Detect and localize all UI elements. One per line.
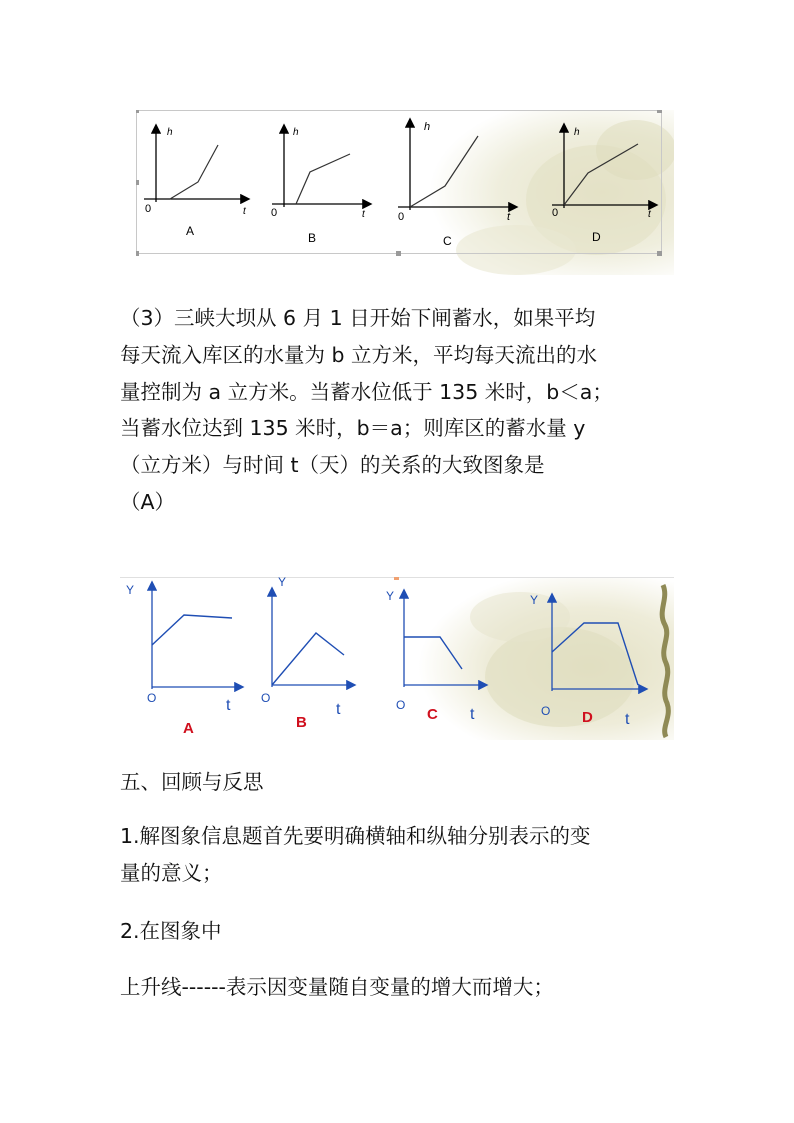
graph2-b-caption: B [296,714,307,731]
graph-b [271,126,370,245]
graph-c-caption: C [443,234,452,248]
graph2-d-caption: D [582,709,593,726]
section-5-item-2 [120,913,680,950]
section-5-item-1 [120,818,680,892]
question-3-line-2: 每天流入库区的水量为 b 立方米，平均每天流出的水 [120,342,598,367]
figure-y-t-svg [120,577,674,740]
graph-d-y-label: h [574,127,580,138]
section-5-item-2-text: 2.在图象中 [120,919,222,943]
question-3-line-3: 量控制为 a 立方米。当蓄水位低于 135 米时，b＜a； [120,379,613,404]
graph-c-y-label: h [424,121,431,133]
graph-d-caption: D [592,230,601,244]
graph2-a-x-label: t [226,697,231,714]
figure-y-t-graphs [120,577,674,740]
graph-b-y-label: h [293,127,299,138]
graph2-b-curve [272,633,344,685]
section-5-heading-text: 五、回顾与反思 [120,770,264,794]
graph2-a-origin: O [147,691,157,705]
graph2-a-y-label: Y [126,583,135,597]
graph-c-x-label: t [507,211,511,223]
graph2-c-x-label: t [470,706,475,723]
graph2-b-y-label: Y [278,577,287,589]
question-3-line-5: （立方米）与时间 t（天）的关系的大致图象是 [120,453,545,478]
graph2-b [261,577,354,731]
section-5-item-1-line-2: 量的意义； [120,860,223,885]
figure-h-t-graphs [136,110,674,275]
graph-d-origin: 0 [552,207,559,219]
section-5-item-3-text: 上升线------表示因变量随自变量的增大而增大； [120,975,554,999]
section-5-item-1-line-1: 1.解图象信息题首先要明确横轴和纵轴分别表示的变 [120,824,591,848]
graph2-d-y-label: Y [530,593,539,607]
graph-a [144,126,248,238]
graph2-b-x-label: t [336,701,341,718]
graph2-c-y-label: Y [386,589,395,603]
graph2-b-origin: O [261,691,271,705]
graph-a-origin: 0 [145,203,152,215]
graph-b-origin: 0 [271,207,278,219]
graph-d-x-label: t [648,209,651,220]
graph-b-curve [296,154,350,204]
graph2-c-caption: C [427,706,438,723]
graph-a-curve [170,145,218,199]
graph-c-origin: 0 [398,211,405,223]
graph2-a-curve [152,615,232,645]
graph-a-x-label: t [243,206,246,217]
graph2-a-caption: A [183,720,194,737]
graph-a-y-label: h [167,127,173,138]
question-3 [120,300,680,521]
graph2-c-origin: O [396,698,406,712]
graph-b-caption: B [308,231,317,245]
graph-b-x-label: t [362,209,365,220]
graph2-a [126,583,242,737]
graph-a-caption: A [186,224,195,238]
graph2-d-origin: O [541,704,551,718]
section-5-heading [120,764,680,801]
section-5-item-3 [120,969,680,1006]
question-3-line-4: 当蓄水位达到 135 米时，b＝a；则库区的蓄水量 y [120,416,586,441]
question-3-answer: （A） [120,489,176,514]
question-3-line-1: （3）三峡大坝从 6 月 1 日开始下闸蓄水，如果平均 [120,306,596,330]
figure-h-t-svg [136,110,674,275]
graph2-d-x-label: t [625,711,630,728]
